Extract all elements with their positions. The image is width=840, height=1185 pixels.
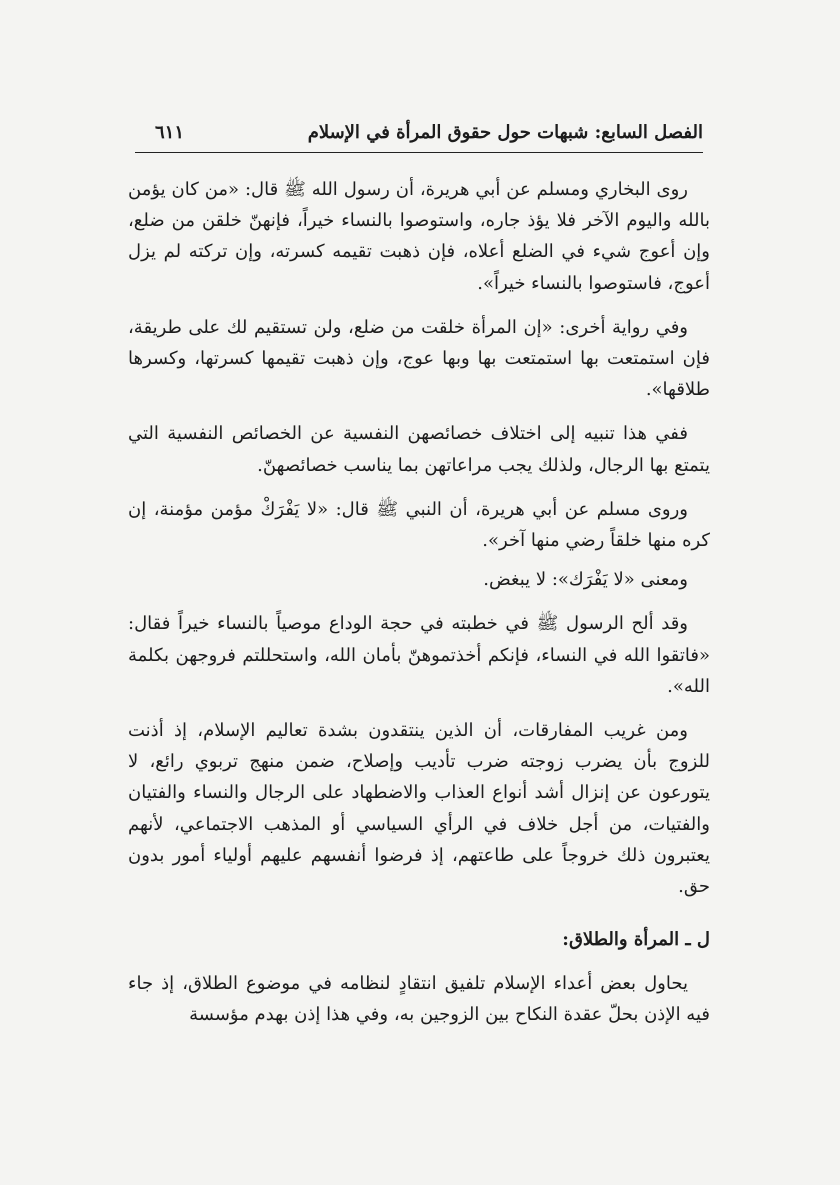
page-number: ٦١١ <box>155 122 185 143</box>
paragraph-another-narration: وفي رواية أخرى: «إن المرأة خلقت من ضلع، ولن تستقيم لك على طريقة، فإن استمتعت بها استمتعت بها وبها عوج، وإن ذهبت تقيمها كسرتها، وكسرها طلاقها». <box>128 316 710 401</box>
section-heading: ل ـ المرأة والطلاق: <box>562 929 710 951</box>
paragraph-meaning: ومعنى «لا يَفْرَك»: لا يبغض. <box>483 569 688 591</box>
paragraph-hadith-muslim: وروى مسلم عن أبي هريرة، أن النبي ﷺ قال: «لا يَفْرَكْ مؤمن مؤمنة، إن كره منها خلقاً رضي منها آخر». <box>128 498 710 552</box>
paragraph-farewell-sermon: وقد ألح الرسول ﷺ في خطبته في حجة الوداع موصياً بالنساء خيراً فقال: «فاتقوا الله في النساء، فإنكم أخذتموهنّ بأمان الله، واستحللتم فروجهن بكلمة الله». <box>128 613 710 697</box>
paragraph-psychological-traits: ففي هذا تنبيه إلى اختلاف خصائصهن النفسية عن الخصائص النفسية التي يتمتع بها الرجال، ولذلك يجب مراعاتهن بما يناسب خصائصهنّ. <box>128 423 710 476</box>
body-text <box>128 174 710 1031</box>
chapter-title: الفصل السابع: شبهات حول حقوق المرأة في الإسلام <box>307 122 703 143</box>
paragraph-paradoxes: ومن غريب المفارقات، أن الذين ينتقدون بشدة تعاليم الإسلام، إذ أذنت للزوج بأن يضرب زوجته ضرب تأديب وإصلاح، ضمن منهج تربوي رائع، لا يتورعون عن إنزال أشد أنواع العذاب والاضطهاد على الرجال والنساء والفتيان والفتيات، من أجل خلاف في الرأي السياسي أو المذهب الاجتماعي، لأنهم يعتبرون ذلك خروجاً على طاعتهم، إذ فرضوا أنفسهم عليهم أولياء أمور بدون حق. <box>128 720 710 898</box>
running-header <box>135 120 703 153</box>
paragraph-divorce: يحاول بعض أعداء الإسلام تلفيق انتقادٍ لنظامه في موضوع الطلاق، إذ جاء فيه الإذن بحلّ عقدة النكاح بين الزوجين به، وفي هذا إذن بهدم مؤسسة <box>128 973 710 1026</box>
paragraph-hadith-bukhari: روى البخاري ومسلم عن أبي هريرة، أن رسول الله ﷺ قال: «من كان يؤمن بالله واليوم الآخر فلا يؤذ جاره، واستوصوا بالنساء خيراً، فإنهنّ خلقن من ضلع، وإن أعوج شيء في الضلع أعلاه، فإن ذهبت تقيمه كسرته، وإن تركته لم يزل أعوج، فاستوصوا بالنساء خيراً». <box>128 179 710 294</box>
